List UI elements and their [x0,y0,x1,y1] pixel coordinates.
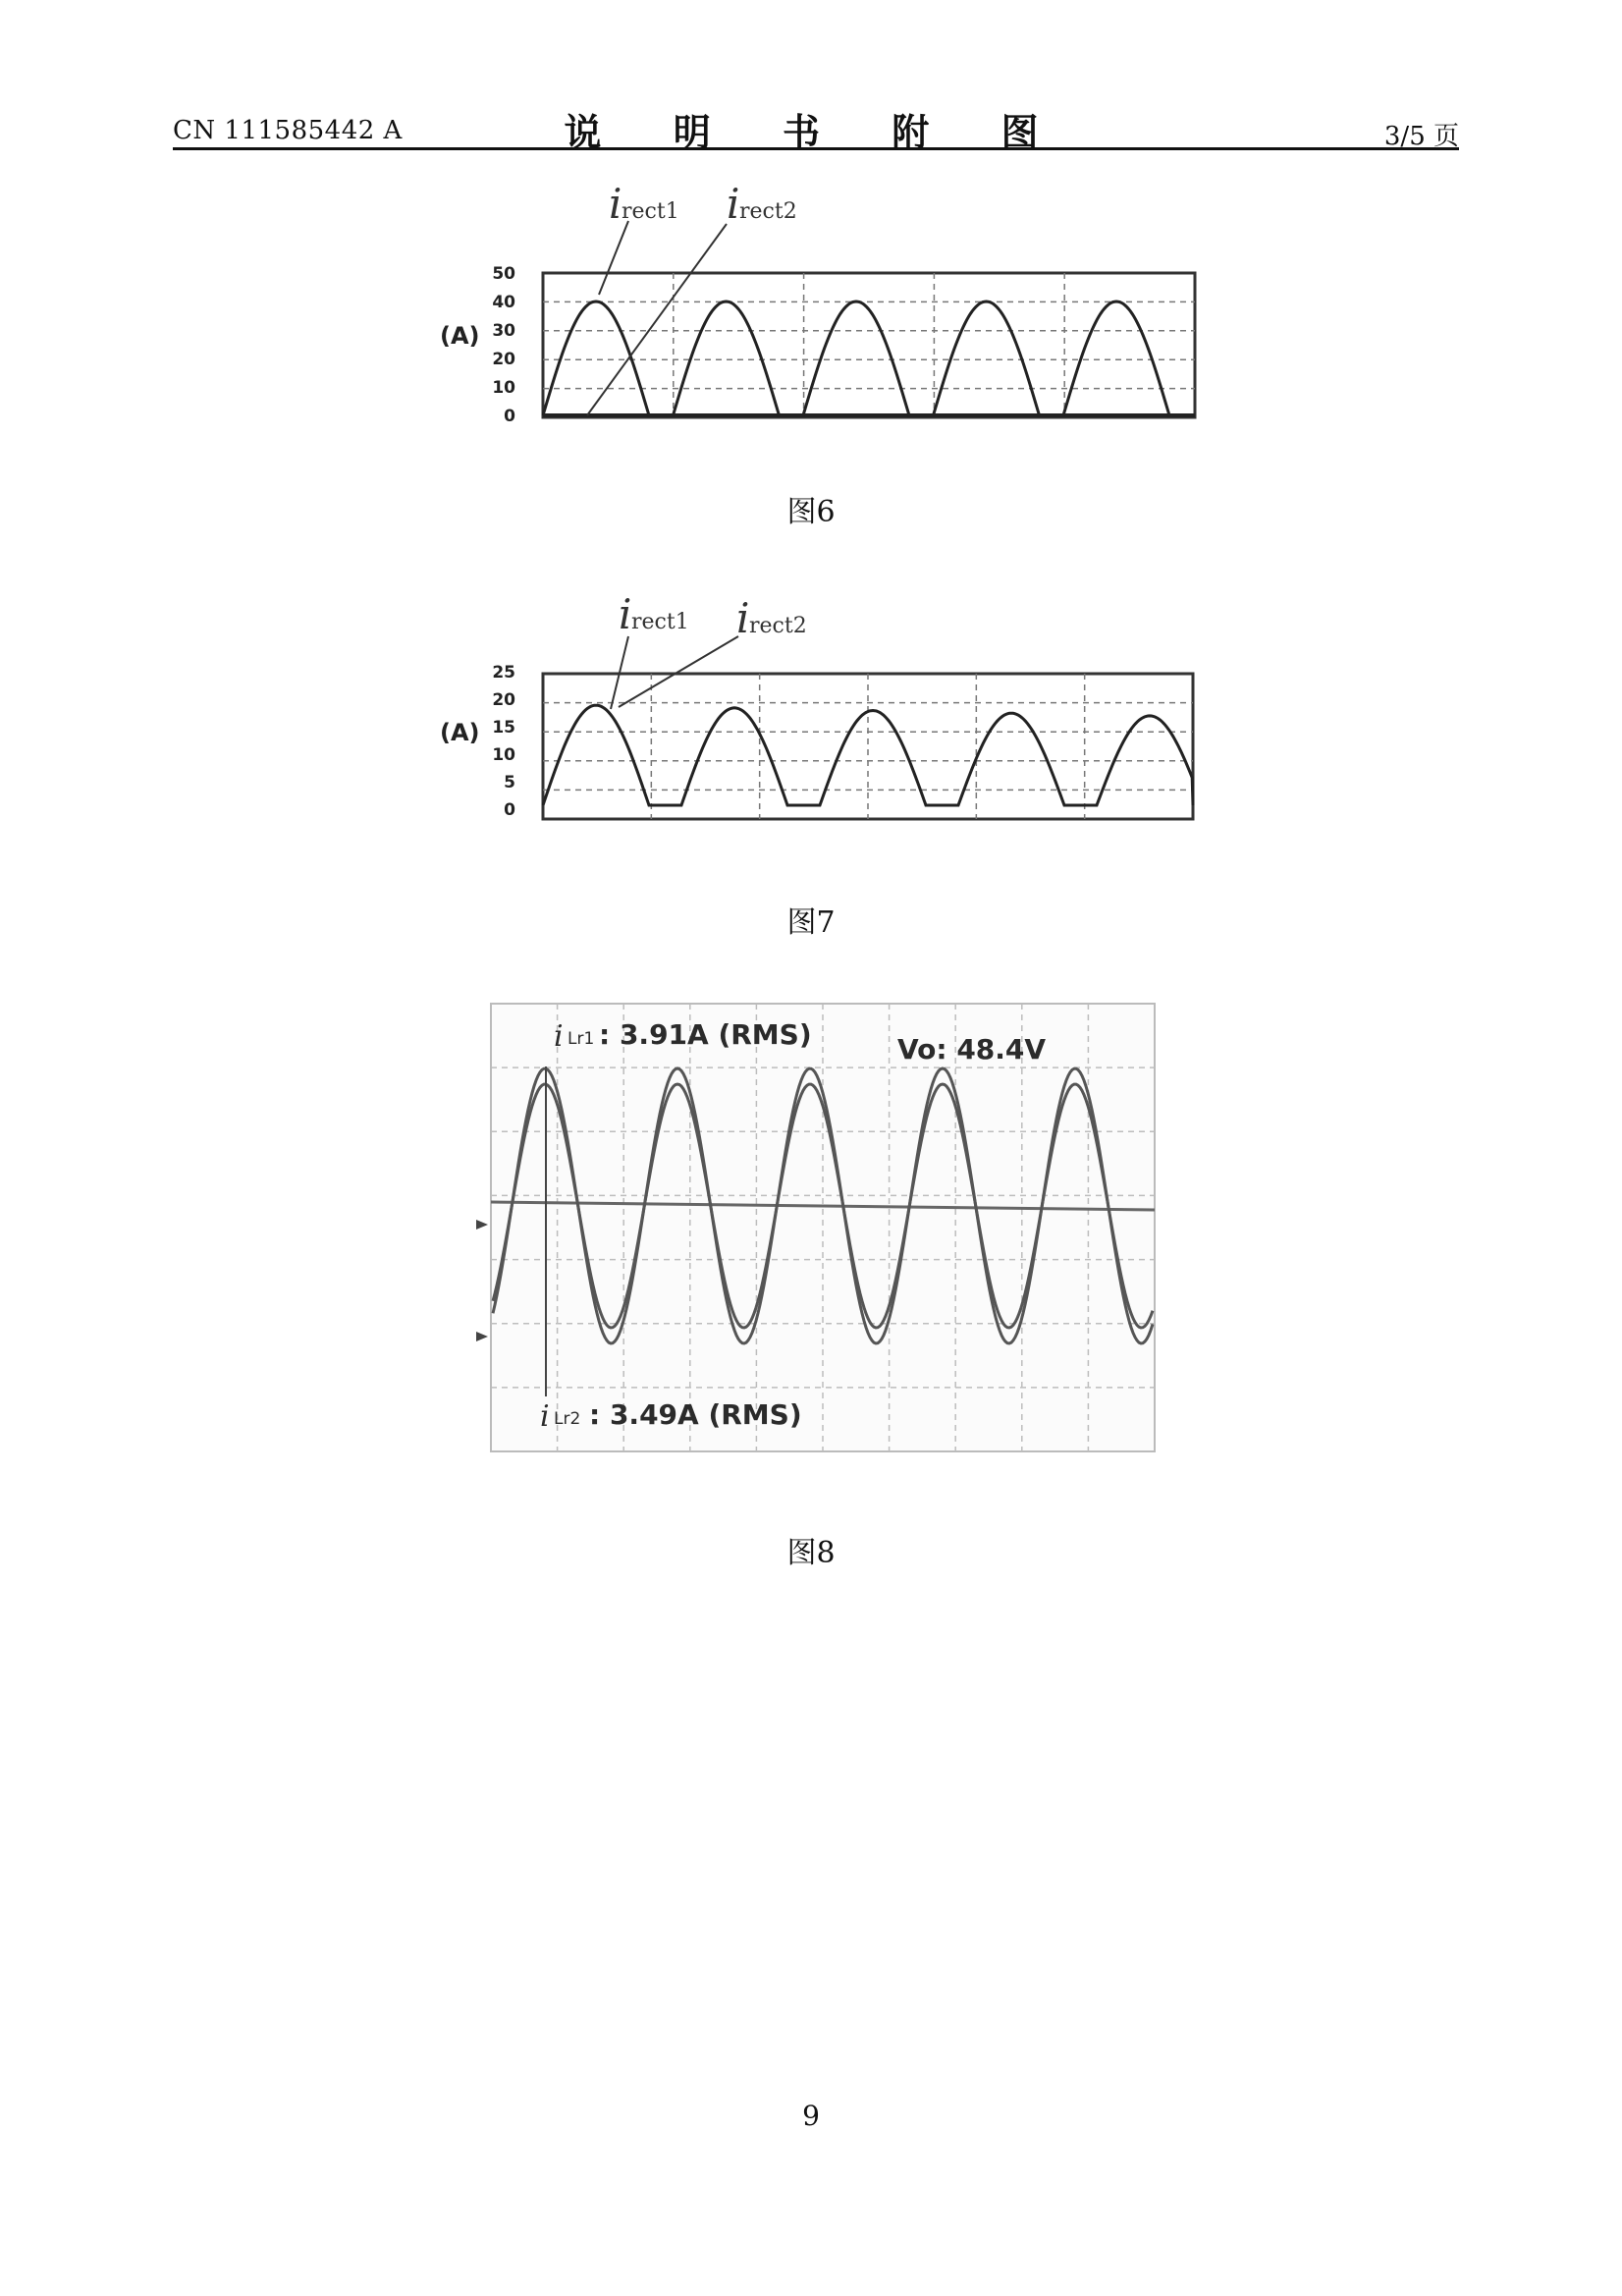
fig7-y-unit: (A) [440,719,480,746]
fig8-channel2-marker-icon [476,1332,488,1341]
fig6-ytick: 10 [492,378,515,398]
fig6-irect2-subscript: rect2 [739,199,797,224]
fig6-ytick: 20 [492,350,515,369]
fig6-ytick: 0 [504,407,515,426]
fig8-ilr1-subscript: Lr1 [568,1029,595,1049]
page-number: 9 [802,2100,820,2132]
fig7-ytick: 10 [492,745,515,765]
figure-8-caption: 图8 [786,1536,836,1570]
page-title: 说 明 书 附 图 [564,110,1068,154]
fig6-y-unit: (A) [440,322,480,350]
figure-8-oscillogram [476,1004,1155,1451]
fig8-ilr1-value: : 3.91A (RMS) [599,1018,812,1051]
fig6-plot-frame [543,273,1195,417]
publication-number: CN 111585442 A [173,116,403,145]
fig8-ilr2-value: : 3.49A (RMS) [589,1398,802,1431]
page-indicator: 3/5 页 [1383,122,1459,151]
figure-7-chart [440,590,1193,820]
fig7-irect1-subscript: rect1 [631,610,689,634]
fig7-ytick: 0 [504,800,515,820]
figure-7-caption: 图7 [786,905,836,940]
figure-6-caption: 图6 [786,495,836,529]
fig8-ilr2-subscript: Lr2 [554,1409,581,1429]
fig7-ytick: 20 [492,690,515,710]
fig6-ytick: 50 [492,264,515,284]
figure-6-chart [440,180,1195,426]
fig7-ytick: 5 [504,773,515,793]
fig6-irect1-subscript: rect1 [622,199,679,224]
fig6-irect2-symbol: i [727,180,740,228]
fig8-vo-label: Vo: 48.4V [897,1033,1047,1066]
fig7-irect2-symbol: i [736,594,750,642]
fig7-irect1-symbol: i [619,590,632,638]
fig8-channel1-marker-icon [476,1220,488,1230]
fig8-ilr2-symbol: i [540,1399,550,1434]
fig7-ytick: 15 [492,718,515,738]
fig6-ytick: 40 [492,293,515,312]
fig6-ytick: 30 [492,321,515,341]
fig7-irect2-subscript: rect2 [749,614,807,638]
fig6-irect1-symbol: i [609,180,622,228]
fig8-ilr1-symbol: i [554,1019,564,1054]
fig7-ytick: 25 [492,663,515,683]
